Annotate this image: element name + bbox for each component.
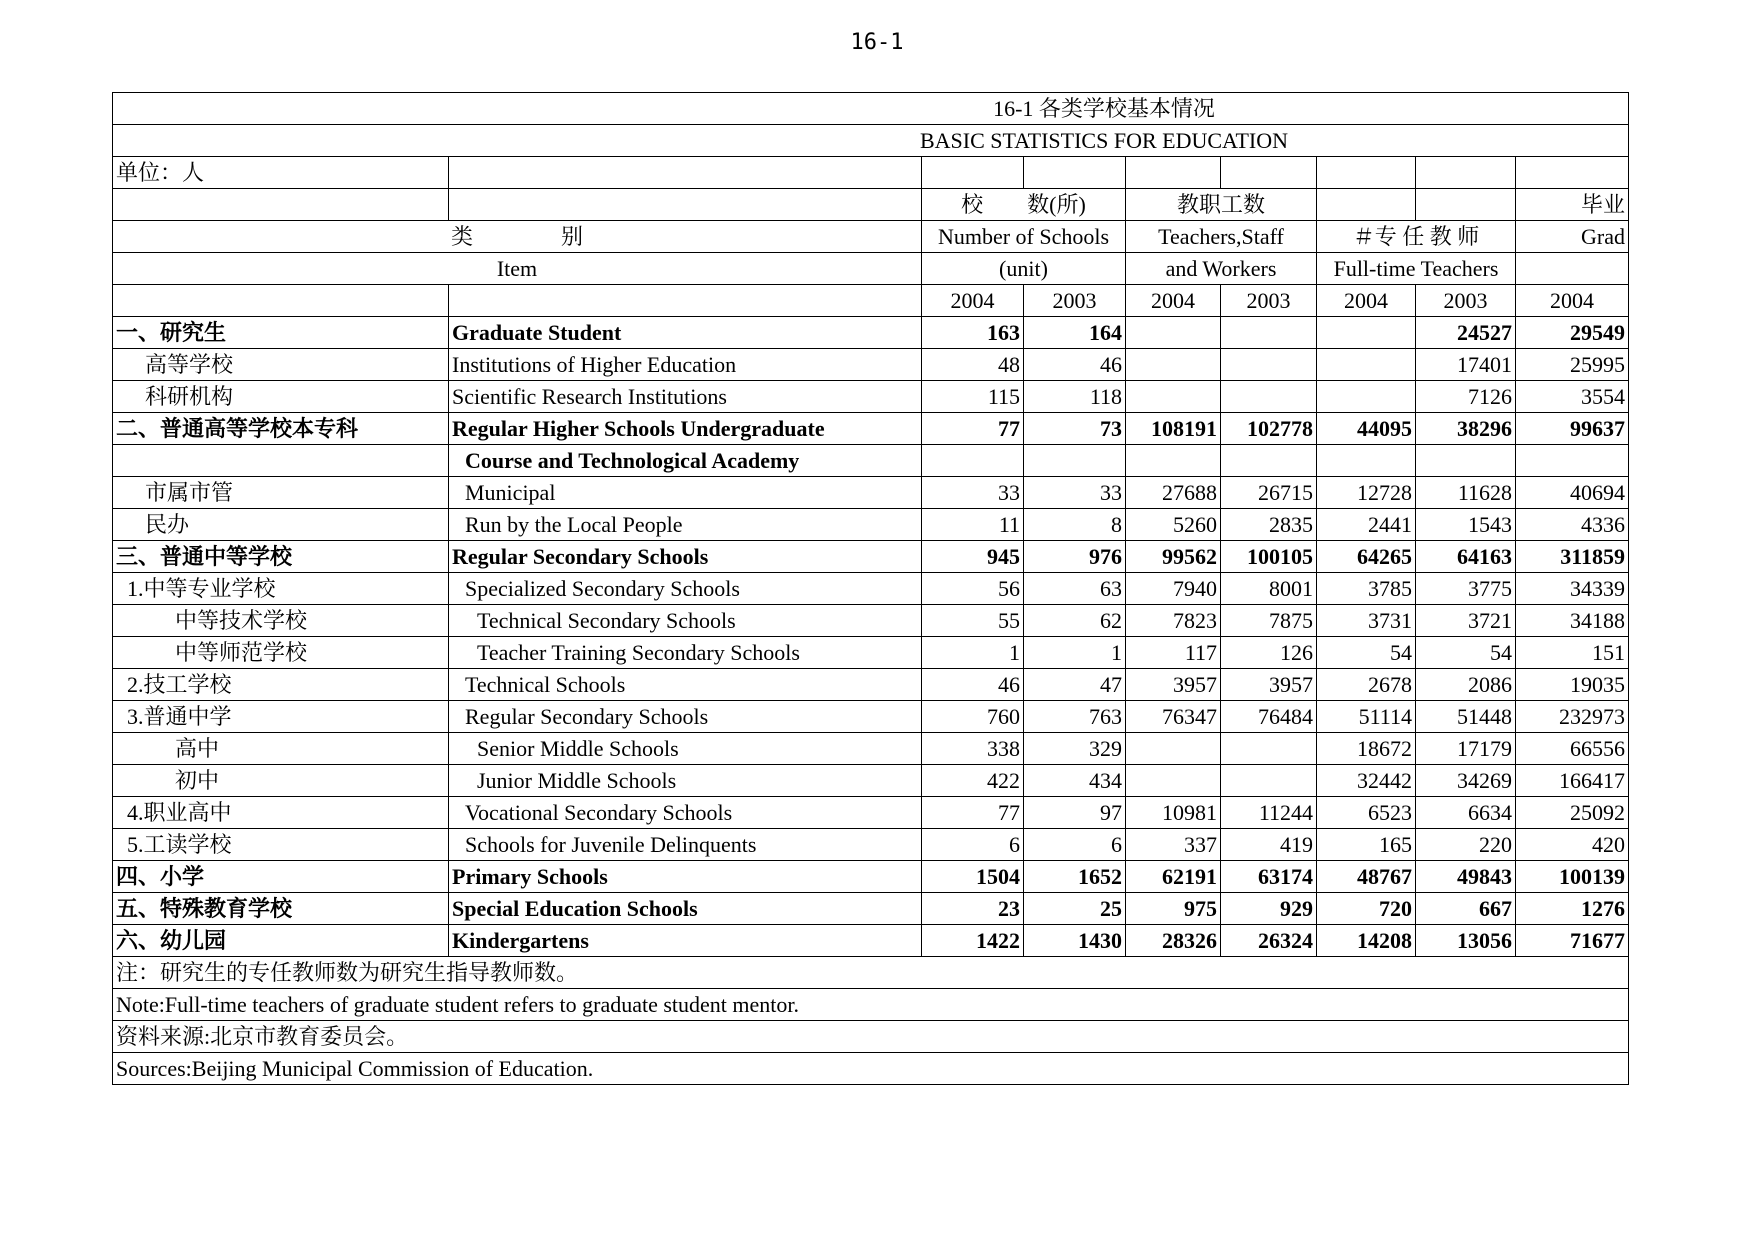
row-label-cn: 初中: [113, 765, 449, 797]
note-text: Note:Full-time teachers of graduate student refers to graduate student mentor.: [113, 989, 1629, 1021]
value-cell: 117: [1126, 637, 1221, 669]
value-cell: 56: [922, 573, 1024, 605]
value-cell: 126: [1221, 637, 1317, 669]
row-label-en: Senior Middle Schools: [449, 733, 922, 765]
value-cell: 1543: [1416, 509, 1516, 541]
value-cell: [1126, 349, 1221, 381]
row-label-en: Municipal: [449, 477, 922, 509]
value-cell: 3731: [1317, 605, 1416, 637]
value-cell: 18672: [1317, 733, 1416, 765]
value-cell: 763: [1024, 701, 1126, 733]
value-cell: 2441: [1317, 509, 1416, 541]
table-title-cn: 16-1 各类学校基本情况: [113, 93, 1629, 125]
value-cell: 26324: [1221, 925, 1317, 957]
table-row: [113, 765, 1629, 797]
value-cell: 329: [1024, 733, 1126, 765]
header-staff-cn: 教职工数: [1126, 189, 1317, 221]
value-cell: 6: [1024, 829, 1126, 861]
value-cell: 33: [1024, 477, 1126, 509]
value-cell: 929: [1221, 893, 1317, 925]
value-cell: 2835: [1221, 509, 1317, 541]
table-title-en: BASIC STATISTICS FOR EDUCATION: [113, 125, 1629, 157]
value-cell: 100105: [1221, 541, 1317, 573]
value-cell: 1504: [922, 861, 1024, 893]
value-cell: [1221, 349, 1317, 381]
value-cell: 73: [1024, 413, 1126, 445]
value-cell: 6634: [1416, 797, 1516, 829]
value-cell: 232973: [1516, 701, 1629, 733]
row-label-cn: 5.工读学校: [113, 829, 449, 861]
title-cn-row: [113, 93, 1629, 125]
row-label-en: Scientific Research Institutions: [449, 381, 922, 413]
value-cell: 118: [1024, 381, 1126, 413]
value-cell: 99637: [1516, 413, 1629, 445]
value-cell: 64163: [1416, 541, 1516, 573]
value-cell: 3721: [1416, 605, 1516, 637]
value-cell: [1126, 733, 1221, 765]
value-cell: 11244: [1221, 797, 1317, 829]
header-grad-cn: 毕业: [1516, 189, 1629, 221]
note-text: Sources:Beijing Municipal Commission of Education.: [113, 1053, 1629, 1085]
row-label-en: Institutions of Higher Education: [449, 349, 922, 381]
value-cell: [1317, 381, 1416, 413]
unit-row: [113, 157, 1629, 189]
value-cell: 945: [922, 541, 1024, 573]
value-cell: [1221, 317, 1317, 349]
note-row: [113, 1021, 1629, 1053]
value-cell: 66556: [1516, 733, 1629, 765]
value-cell: 24527: [1416, 317, 1516, 349]
value-cell: 3957: [1221, 669, 1317, 701]
year-header: 2004: [922, 285, 1024, 317]
value-cell: 34339: [1516, 573, 1629, 605]
value-cell: 77: [922, 797, 1024, 829]
value-cell: 1422: [922, 925, 1024, 957]
value-cell: 47: [1024, 669, 1126, 701]
value-cell: 12728: [1317, 477, 1416, 509]
value-cell: 6523: [1317, 797, 1416, 829]
value-cell: 6: [922, 829, 1024, 861]
value-cell: 1: [922, 637, 1024, 669]
value-cell: 4336: [1516, 509, 1629, 541]
value-cell: 1652: [1024, 861, 1126, 893]
value-cell: 8: [1024, 509, 1126, 541]
table-row: [113, 733, 1629, 765]
value-cell: 99562: [1126, 541, 1221, 573]
row-label-cn: 民办: [113, 509, 449, 541]
row-label-cn: 2.技工学校: [113, 669, 449, 701]
value-cell: [1126, 445, 1221, 477]
value-cell: [1221, 733, 1317, 765]
header-row-3: [113, 253, 1629, 285]
value-cell: 164: [1024, 317, 1126, 349]
row-label-cn: 1.中等专业学校: [113, 573, 449, 605]
value-cell: 760: [922, 701, 1024, 733]
value-cell: [1221, 381, 1317, 413]
value-cell: 720: [1317, 893, 1416, 925]
table-row: [113, 925, 1629, 957]
value-cell: 76347: [1126, 701, 1221, 733]
value-cell: 25092: [1516, 797, 1629, 829]
value-cell: 7875: [1221, 605, 1317, 637]
row-label-cn: 高中: [113, 733, 449, 765]
value-cell: 14208: [1317, 925, 1416, 957]
value-cell: 420: [1516, 829, 1629, 861]
row-label-en: Regular Secondary Schools: [449, 541, 922, 573]
value-cell: [1126, 317, 1221, 349]
value-cell: [1126, 381, 1221, 413]
table-row: [113, 445, 1629, 477]
table-row: [113, 509, 1629, 541]
header-years-row: [113, 285, 1629, 317]
value-cell: 419: [1221, 829, 1317, 861]
education-statistics-table: [112, 92, 1629, 1085]
year-header: 2004: [1317, 285, 1416, 317]
year-header: 2003: [1416, 285, 1516, 317]
value-cell: 46: [1024, 349, 1126, 381]
value-cell: 100139: [1516, 861, 1629, 893]
value-cell: 7823: [1126, 605, 1221, 637]
value-cell: 51448: [1416, 701, 1516, 733]
header-item-en: Item: [113, 253, 922, 285]
row-label-en: Regular Secondary Schools: [449, 701, 922, 733]
year-header: 2004: [1516, 285, 1629, 317]
row-label-en: Technical Secondary Schools: [449, 605, 922, 637]
year-header: 2004: [1126, 285, 1221, 317]
value-cell: [1317, 317, 1416, 349]
value-cell: 19035: [1516, 669, 1629, 701]
value-cell: [1516, 445, 1629, 477]
value-cell: 3775: [1416, 573, 1516, 605]
value-cell: 23: [922, 893, 1024, 925]
value-cell: 29549: [1516, 317, 1629, 349]
value-cell: [1416, 445, 1516, 477]
value-cell: 33: [922, 477, 1024, 509]
header-schools-unit: (unit): [922, 253, 1126, 285]
row-label-en: Technical Schools: [449, 669, 922, 701]
page-number-label: 16-1: [850, 30, 904, 55]
value-cell: 34188: [1516, 605, 1629, 637]
table-row: [113, 573, 1629, 605]
value-cell: 102778: [1221, 413, 1317, 445]
row-label-cn: 市属市管: [113, 477, 449, 509]
header-row-2: [113, 221, 1629, 253]
value-cell: 62191: [1126, 861, 1221, 893]
value-cell: 1276: [1516, 893, 1629, 925]
value-cell: 10981: [1126, 797, 1221, 829]
value-cell: 54: [1317, 637, 1416, 669]
value-cell: 32442: [1317, 765, 1416, 797]
row-label-en: Regular Higher Schools Undergraduate: [449, 413, 922, 445]
value-cell: 1430: [1024, 925, 1126, 957]
unit-label: 单位：人: [113, 157, 449, 189]
table-row: [113, 349, 1629, 381]
row-label-cn: 中等技术学校: [113, 605, 449, 637]
value-cell: 55: [922, 605, 1024, 637]
value-cell: [1024, 445, 1126, 477]
value-cell: 311859: [1516, 541, 1629, 573]
value-cell: 63: [1024, 573, 1126, 605]
value-cell: 48767: [1317, 861, 1416, 893]
value-cell: 166417: [1516, 765, 1629, 797]
header-teachers-en: Full-time Teachers: [1317, 253, 1516, 285]
value-cell: 26715: [1221, 477, 1317, 509]
value-cell: 63174: [1221, 861, 1317, 893]
value-cell: 13056: [1416, 925, 1516, 957]
value-cell: 49843: [1416, 861, 1516, 893]
value-cell: 338: [922, 733, 1024, 765]
row-label-en: Teacher Training Secondary Schools: [449, 637, 922, 669]
value-cell: 11628: [1416, 477, 1516, 509]
row-label-cn: 三、普通中等学校: [113, 541, 449, 573]
table-row: [113, 637, 1629, 669]
row-label-cn: 二、普通高等学校本专科: [113, 413, 449, 445]
value-cell: 51114: [1317, 701, 1416, 733]
header-row-1: [113, 189, 1629, 221]
row-label-en: Graduate Student: [449, 317, 922, 349]
row-label-en: Junior Middle Schools: [449, 765, 922, 797]
header-staff-en2: and Workers: [1126, 253, 1317, 285]
row-label-cn: 四、小学: [113, 861, 449, 893]
value-cell: 220: [1416, 829, 1516, 861]
value-cell: 976: [1024, 541, 1126, 573]
table-row: [113, 669, 1629, 701]
header-grad-en: Grad: [1516, 221, 1629, 253]
row-label-cn: 中等师范学校: [113, 637, 449, 669]
value-cell: [1317, 445, 1416, 477]
value-cell: 11: [922, 509, 1024, 541]
table-row: [113, 797, 1629, 829]
row-label-cn: 六、幼儿园: [113, 925, 449, 957]
value-cell: 7126: [1416, 381, 1516, 413]
value-cell: 44095: [1317, 413, 1416, 445]
value-cell: 163: [922, 317, 1024, 349]
value-cell: 2086: [1416, 669, 1516, 701]
year-header: 2003: [1024, 285, 1126, 317]
row-label-en: Run by the Local People: [449, 509, 922, 541]
value-cell: 48: [922, 349, 1024, 381]
value-cell: 2678: [1317, 669, 1416, 701]
row-label-en: Vocational Secondary Schools: [449, 797, 922, 829]
table-row: [113, 381, 1629, 413]
value-cell: [1317, 349, 1416, 381]
value-cell: [1221, 765, 1317, 797]
row-label-en: Specialized Secondary Schools: [449, 573, 922, 605]
value-cell: 3554: [1516, 381, 1629, 413]
table-row: [113, 541, 1629, 573]
table-row: [113, 605, 1629, 637]
row-label-en: Kindergartens: [449, 925, 922, 957]
header-schools-en: Number of Schools: [922, 221, 1126, 253]
value-cell: 115: [922, 381, 1024, 413]
row-label-en: Primary Schools: [449, 861, 922, 893]
value-cell: 165: [1317, 829, 1416, 861]
value-cell: 77: [922, 413, 1024, 445]
table-row: [113, 893, 1629, 925]
value-cell: 76484: [1221, 701, 1317, 733]
row-label-cn: 3.普通中学: [113, 701, 449, 733]
year-header: 2003: [1221, 285, 1317, 317]
note-row: [113, 989, 1629, 1021]
value-cell: [1221, 445, 1317, 477]
note-text: 资料来源:北京市教育委员会。: [113, 1021, 1629, 1053]
table-row: [113, 701, 1629, 733]
value-cell: 62: [1024, 605, 1126, 637]
value-cell: 151: [1516, 637, 1629, 669]
row-label-cn: [113, 445, 449, 477]
header-staff-en1: Teachers,Staff: [1126, 221, 1317, 253]
value-cell: 337: [1126, 829, 1221, 861]
row-label-cn: 高等学校: [113, 349, 449, 381]
value-cell: 25995: [1516, 349, 1629, 381]
value-cell: 3785: [1317, 573, 1416, 605]
value-cell: 25: [1024, 893, 1126, 925]
header-teachers-cn: ＃专 任 教 师: [1317, 221, 1516, 253]
value-cell: 54: [1416, 637, 1516, 669]
value-cell: 5260: [1126, 509, 1221, 541]
row-label-cn: 一、研究生: [113, 317, 449, 349]
value-cell: 28326: [1126, 925, 1221, 957]
value-cell: 7940: [1126, 573, 1221, 605]
row-label-cn: 科研机构: [113, 381, 449, 413]
value-cell: 975: [1126, 893, 1221, 925]
value-cell: 27688: [1126, 477, 1221, 509]
note-text: 注：研究生的专任教师数为研究生指导教师数。: [113, 957, 1629, 989]
row-label-cn: 4.职业高中: [113, 797, 449, 829]
value-cell: 8001: [1221, 573, 1317, 605]
table-row: [113, 861, 1629, 893]
value-cell: 434: [1024, 765, 1126, 797]
note-row: [113, 957, 1629, 989]
value-cell: 17401: [1416, 349, 1516, 381]
row-label-cn: 五、特殊教育学校: [113, 893, 449, 925]
value-cell: 71677: [1516, 925, 1629, 957]
value-cell: 38296: [1416, 413, 1516, 445]
header-item-cn: 类 别: [113, 221, 922, 253]
value-cell: 422: [922, 765, 1024, 797]
row-label-en: Special Education Schools: [449, 893, 922, 925]
table-row: [113, 477, 1629, 509]
value-cell: 108191: [1126, 413, 1221, 445]
value-cell: 667: [1416, 893, 1516, 925]
value-cell: [1126, 765, 1221, 797]
row-label-en: Course and Technological Academy: [449, 445, 922, 477]
value-cell: 34269: [1416, 765, 1516, 797]
table-row: [113, 829, 1629, 861]
value-cell: 46: [922, 669, 1024, 701]
table-row: [113, 413, 1629, 445]
row-label-en: Schools for Juvenile Delinquents: [449, 829, 922, 861]
value-cell: 64265: [1317, 541, 1416, 573]
value-cell: 3957: [1126, 669, 1221, 701]
value-cell: 40694: [1516, 477, 1629, 509]
table-row: [113, 317, 1629, 349]
value-cell: 97: [1024, 797, 1126, 829]
value-cell: [922, 445, 1024, 477]
value-cell: 17179: [1416, 733, 1516, 765]
value-cell: 1: [1024, 637, 1126, 669]
note-row: [113, 1053, 1629, 1085]
header-schools-cn: 校 数(所): [922, 189, 1126, 221]
title-en-row: [113, 125, 1629, 157]
